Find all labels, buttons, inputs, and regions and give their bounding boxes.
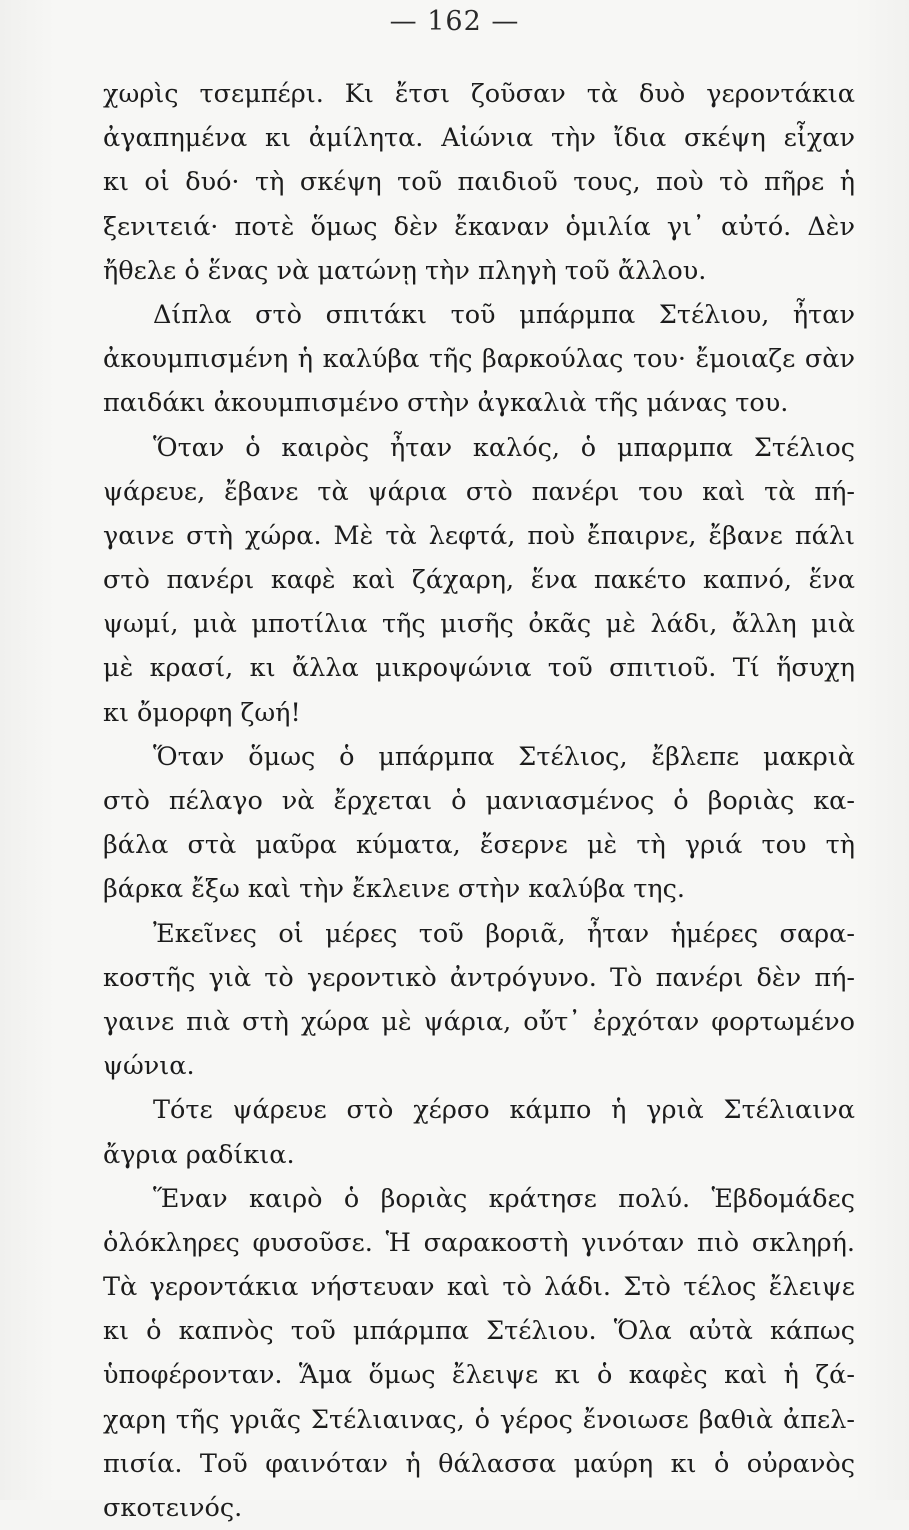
- text-line: κι ὄμορφη ζωή!: [103, 697, 301, 728]
- body-text: [103, 72, 855, 1530]
- text-line: μὲ κρασί, κι ἄλλα μικροψώνια τοῦ σπιτιοῦ. Τί ἥσυχη: [103, 653, 855, 684]
- text-line: Ὅταν ὁ καιρὸς ἦταν καλός, ὁ μπαρμπα Στέλιος: [153, 432, 855, 463]
- text-line: ψώνια.: [103, 1051, 195, 1082]
- text-line: ἤθελε ὁ ἕνας νὰ ματώνῃ τὴν πληγὴ τοῦ ἄλλου.: [103, 255, 707, 286]
- text-line: ψωμί, μιὰ μποτίλια τῆς μισῆς ὀκᾶς μὲ λάδι, ἄλλη μιὰ: [103, 609, 855, 640]
- text-line: ψάρευε, ἔβανε τὰ ψάρια στὸ πανέρι του καὶ τὰ πή-: [103, 476, 855, 507]
- text-line: σκοτεινός.: [103, 1493, 243, 1523]
- text-line: Ἕναν καιρὸ ὁ βοριὰς κράτησε πολύ. Ἑβδομάδες: [153, 1183, 855, 1214]
- text-line: βάρκα ἔξω καὶ τὴν ἔκλεινε στὴν καλύβα της.: [103, 874, 685, 905]
- text-line: ἄγρια ραδίκια.: [103, 1139, 295, 1170]
- text-line: Τὰ γεροντάκια νήστευαν καὶ τὸ λάδι. Στὸ τέλος ἔλειψε: [103, 1272, 855, 1303]
- text-line: στὸ πανέρι καφὲ καὶ ζάχαρη, ἕνα πακέτο καπνό, ἕνα: [103, 565, 855, 596]
- text-line: ὑποφέρονταν. Ἅμα ὅμως ἔλειψε κι ὁ καφὲς καὶ ἡ ζά-: [103, 1360, 855, 1391]
- text-line: κοστῆς γιὰ τὸ γεροντικὸ ἀντρόγυνο. Τὸ πανέρι δὲν πή-: [103, 962, 855, 993]
- text-line: κι ὁ καπνὸς τοῦ μπάρμπα Στέλιου. Ὅλα αὐτὰ κάπως: [103, 1316, 855, 1347]
- text-line: χωρὶς τσεμπέρι. Κι ἔτσι ζοῦσαν τὰ δυὸ γεροντάκια: [103, 79, 855, 109]
- text-line: Ὅταν ὅμως ὁ μπάρμπα Στέλιος, ἔβλεπε μακριὰ: [153, 741, 855, 772]
- text-line: κι οἱ δυό· τὴ σκέψη τοῦ παιδιοῦ τους, ποὺ τὸ πῆρε ἡ: [103, 167, 855, 198]
- text-line: χαρη τῆς γριᾶς Στέλιαινας, ὁ γέρος ἔνοιωσε βαθιὰ ἀπελ-: [103, 1404, 855, 1435]
- text-line: ὁλόκληρες φυσοῦσε. Ἡ σαρακοστὴ γινόταν πιὸ σκληρή.: [103, 1227, 855, 1258]
- text-line: πισία. Τοῦ φαινόταν ἡ θάλασσα μαύρη κι ὁ οὐρανὸς: [103, 1448, 855, 1479]
- text-line: Ἐκεῖνες οἱ μέρες τοῦ βοριᾶ, ἦταν ἡμέρες σαρα-: [153, 918, 855, 949]
- text-line: ἀγαπημένα κι ἀμίλητα. Αἰώνια τὴν ἴδια σκέψη εἶχαν: [103, 123, 855, 154]
- text-line: παιδάκι ἀκουμπισμένο στὴν ἀγκαλιὰ τῆς μάνας του.: [103, 388, 789, 419]
- text-line: ξενιτειά· ποτὲ ὅμως δὲν ἔκαναν ὁμιλία γι᾽ αὐτό. Δὲν: [103, 211, 855, 242]
- text-line: στὸ πέλαγο νὰ ἔρχεται ὁ μανιασμένος ὁ βοριὰς κα-: [103, 786, 855, 816]
- text-line: γαινε πιὰ στὴ χώρα μὲ ψάρια, οὔτ᾽ ἐρχόταν φορτωμένο: [103, 1006, 855, 1037]
- text-line: γαινε στὴ χώρα. Μὲ τὰ λεφτά, ποὺ ἔπαιρνε, ἔβανε πάλι: [103, 520, 855, 551]
- text-line: Δίπλα στὸ σπιτάκι τοῦ μπάρμπα Στέλιου, ἦταν: [153, 299, 855, 330]
- text-line: ἀκουμπισμένη ἡ καλύβα τῆς βαρκούλας του· ἔμοιαζε σὰν: [103, 344, 855, 375]
- text-line: Τότε ψάρευε στὸ χέρσο κάμπο ἡ γριὰ Στέλιαινα: [153, 1095, 855, 1126]
- page-number: — 162 —: [389, 6, 520, 37]
- text-line: βάλα στὰ μαῦρα κύματα, ἔσερνε μὲ τὴ γριά του τὴ: [103, 830, 855, 861]
